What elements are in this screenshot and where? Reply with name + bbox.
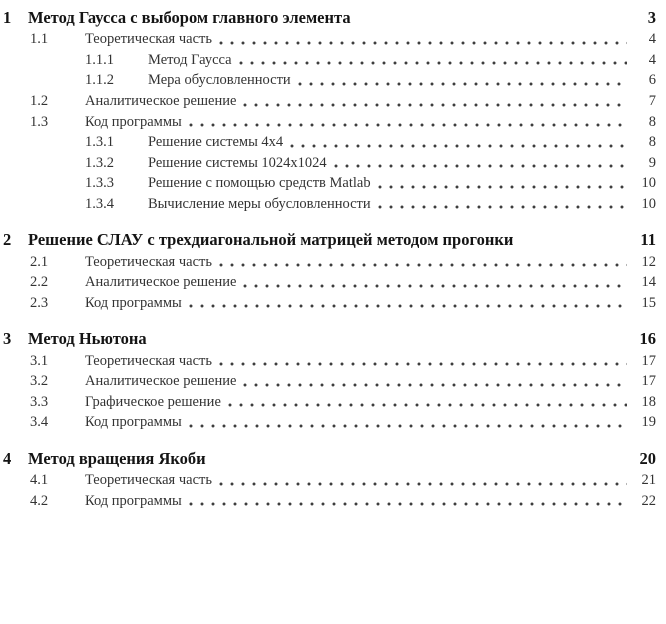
dot-leader [189, 501, 627, 507]
dot-leader [219, 262, 627, 268]
toc-entry-3 [3, 328, 656, 350]
toc-entry-1-1-2 [3, 70, 656, 91]
toc-entry-number: 1.3.3 [85, 175, 114, 192]
toc-entry-page: 18 [641, 393, 656, 410]
dot-leader [334, 163, 627, 169]
toc-entry-number: 3.3 [30, 393, 49, 410]
toc-entry-1-1 [3, 29, 656, 50]
toc-entry-title: Код программы [85, 294, 182, 311]
toc-entry-title: Код программы [85, 113, 182, 130]
toc-entry-1-1-1 [3, 50, 656, 71]
toc-entry-3-1 [3, 351, 656, 372]
dot-leader [219, 481, 627, 487]
toc-entry-number: 1.1.2 [85, 72, 114, 89]
toc-entry-page: 7 [648, 93, 656, 109]
toc-entry-title: Графическое решение [85, 393, 221, 410]
dot-leader [189, 423, 627, 429]
toc-entry-2-1 [3, 252, 656, 273]
toc-entry-1-3 [3, 112, 656, 133]
toc-entry-title: Теоретическая часть [85, 31, 212, 48]
table-of-contents [3, 7, 656, 511]
toc-entry-2-2 [3, 272, 656, 293]
toc-entry-number: 1.1.1 [85, 51, 114, 68]
toc-entry-page: 6 [648, 72, 656, 89]
toc-entry-title: Код программы [85, 414, 182, 431]
toc-entry-title: Аналитическое решение [85, 373, 237, 390]
toc-entry-number: 4.2 [30, 492, 49, 509]
toc-entry-number: 1.2 [30, 93, 49, 109]
toc-entry-2 [3, 229, 656, 251]
toc-entry-number: 1.3.4 [85, 195, 114, 212]
toc-entry-number: 2.3 [30, 294, 49, 311]
toc-entry-number: 2.1 [30, 253, 49, 270]
toc-entry-title: Теоретическая часть [85, 472, 212, 489]
toc-entry-page: 20 [639, 449, 656, 469]
toc-entry-page: 4 [648, 31, 656, 48]
dot-leader [290, 143, 627, 149]
toc-entry-title: Метод Ньютона [28, 329, 147, 349]
toc-entry-title: Решение с помощью средств Matlab [148, 175, 371, 192]
dot-leader [219, 361, 627, 367]
toc-entry-number: 1 [3, 8, 12, 27]
toc-entry-page: 10 [641, 195, 656, 212]
dot-leader [243, 283, 627, 289]
toc-entry-title: Метод Гаусса с выбором главного элемента [28, 8, 351, 27]
dot-leader [219, 40, 627, 46]
toc-entry-4 [3, 448, 656, 470]
toc-entry-3-3 [3, 392, 656, 413]
toc-entry-number: 3.4 [30, 414, 49, 431]
toc-entry-4-1 [3, 470, 656, 491]
toc-entry-page: 21 [641, 472, 656, 489]
toc-entry-title: Аналитическое решение [85, 93, 237, 109]
toc-entry-title: Метод вращения Якоби [28, 449, 206, 469]
toc-entry-page: 10 [641, 175, 656, 192]
toc-entry-page: 8 [648, 113, 656, 130]
toc-entry-page: 19 [641, 414, 656, 431]
toc-entry-number: 3.2 [30, 373, 49, 390]
toc-entry-title: Код программы [85, 492, 182, 509]
toc-entry-number: 3.1 [30, 352, 49, 369]
toc-entry-1-3-4 [3, 194, 656, 215]
toc-entry-number: 2.2 [30, 274, 49, 291]
toc-entry-1-3-3 [3, 173, 656, 194]
dot-leader [189, 122, 627, 128]
toc-entry-number: 1.3.1 [85, 134, 114, 151]
toc-entry-3-2 [3, 371, 656, 392]
dot-leader [243, 102, 627, 108]
toc-entry-number: 2 [3, 230, 12, 250]
toc-entry-page: 22 [641, 492, 656, 509]
dot-leader [243, 382, 627, 388]
toc-entry-number: 1.3.2 [85, 154, 114, 171]
toc-entry-2-3 [3, 293, 656, 314]
toc-entry-3-4 [3, 412, 656, 433]
toc-entry-title: Аналитическое решение [85, 274, 237, 291]
toc-entry-number: 1.1 [30, 31, 49, 48]
toc-entry-title: Решение системы 4x4 [148, 134, 284, 151]
toc-entry-number: 1.3 [30, 113, 49, 130]
toc-entry-page: 14 [641, 274, 656, 291]
toc-entry-1-3-2 [3, 153, 656, 174]
toc-entry-1-3-1 [3, 132, 656, 153]
dot-leader [378, 184, 627, 190]
toc-entry-page: 12 [641, 253, 656, 270]
toc-entry-page: 4 [648, 51, 656, 68]
toc-entry-page: 8 [648, 134, 656, 151]
toc-entry-title: Теоретическая часть [85, 253, 212, 270]
toc-entry-page: 9 [648, 154, 656, 171]
toc-entry-4-2 [3, 491, 656, 512]
toc-entry-page: 11 [640, 230, 656, 250]
toc-entry-title: Метод Гаусса [148, 51, 232, 68]
dot-leader [228, 402, 627, 408]
toc-entry-1 [3, 7, 656, 29]
dot-leader [298, 81, 627, 87]
toc-entry-1-2 [3, 91, 656, 112]
toc-entry-number: 4 [3, 449, 12, 469]
dot-leader [378, 204, 627, 210]
dot-leader [239, 60, 627, 66]
toc-entry-number: 4.1 [30, 472, 49, 489]
dot-leader [189, 303, 627, 309]
toc-entry-page: 3 [647, 8, 656, 27]
toc-entry-title: Решение системы 1024x1024 [148, 154, 327, 171]
toc-entry-title: Теоретическая часть [85, 352, 212, 369]
toc-entry-title: Решение СЛАУ с трехдиагональной матрицей методом прогонки [28, 230, 514, 250]
toc-entry-title: Вычисление меры обусловленности [148, 195, 371, 212]
toc-entry-page: 17 [641, 373, 656, 390]
toc-entry-page: 17 [641, 352, 656, 369]
toc-entry-title: Мера обусловленности [148, 72, 291, 89]
toc-entry-page: 15 [641, 294, 656, 311]
toc-entry-page: 16 [639, 329, 656, 349]
toc-entry-number: 3 [3, 329, 12, 349]
